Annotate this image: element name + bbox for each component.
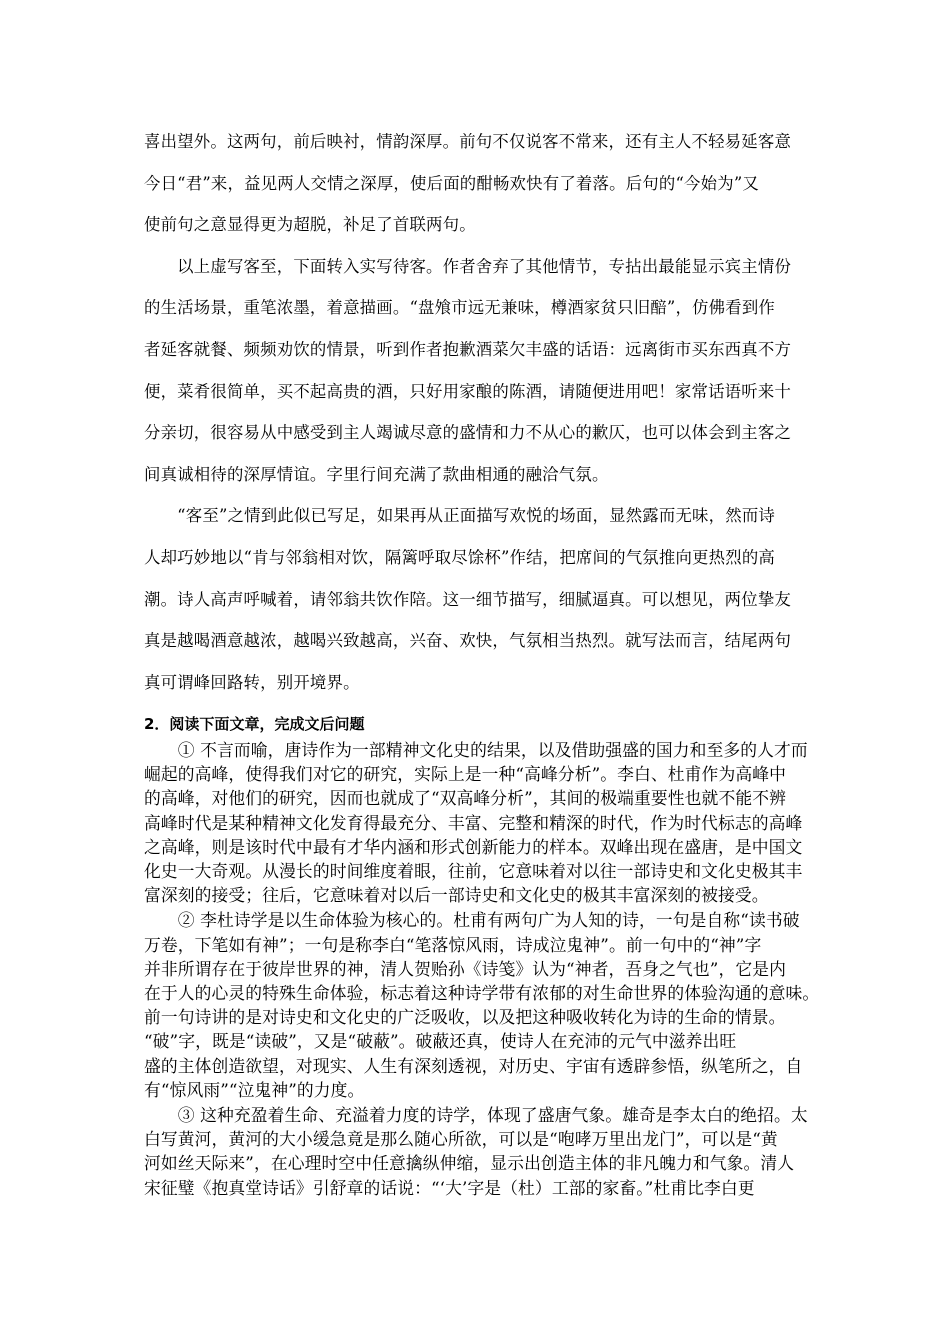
text-line: 盛的主体创造欲望，对现实、人生有深刻透视，对历史、宇宙有透辟参悟，纵笔所之，自 bbox=[144, 1055, 803, 1076]
question-heading: 2．阅读下面文章，完成文后问题 bbox=[144, 715, 365, 733]
text-line: 便，菜肴很简单，买不起高贵的酒，只好用家酿的陈酒，请随便进用吧！家常话语听来十 bbox=[144, 381, 792, 401]
text-line: 分亲切，很容易从中感受到主人竭诚尽意的盛情和力不从心的歉仄，也可以体会到主客之 bbox=[144, 423, 792, 443]
text-line: 并非所谓存在于彼岸世界的神，清人贺贻孙《诗笺》认为“神者，吾身之气也”，它是内 bbox=[144, 958, 786, 979]
text-line: 有“惊风雨”“泣鬼神”的力度。 bbox=[144, 1079, 365, 1100]
reading-passage bbox=[144, 738, 824, 1200]
text-line: 前一句诗讲的是对诗史和文化史的广泛吸收，以及把这种吸收转化为诗的生命的情景。 bbox=[144, 1007, 786, 1028]
text-line: 在于人的心灵的特殊生命体验，标志着这种诗学带有浓郁的对生命世界的体验沟通的意味。 bbox=[144, 983, 820, 1004]
text-line: ③ 这种充盈着生命、充溢着力度的诗学，体现了盛唐气象。雄奇是李太白的绝招。太 bbox=[144, 1105, 808, 1126]
text-line: 富深刻的接受；往后，它意味着对以后一部诗史和文化史的极其丰富深刻的被接受。 bbox=[144, 885, 769, 906]
text-line: 者延客就餐、频频劝饮的情景，听到作者抱歉酒菜欠丰盛的话语：远离街市买东西真不方 bbox=[144, 339, 792, 359]
text-line: 使前句之意显得更为超脱，补足了首联两句。 bbox=[144, 215, 476, 235]
text-line: “客至”之情到此似已写足，如果再从正面描写欢悦的场面，显然露而无味，然而诗 bbox=[144, 506, 776, 526]
text-line: 真可谓峰回路转，别开境界。 bbox=[144, 672, 360, 692]
text-line: 河如丝天际来”，在心理时空中任意擒纵伸缩，显示出创造主体的非凡魄力和气象。清人 bbox=[144, 1153, 795, 1174]
text-line: “破”字，既是“读破”，又是“破蔽”。破蔽还真，使诗人在充沛的元气中滋养出旺 bbox=[144, 1031, 737, 1052]
text-line: 的生活场景，重笔浓墨，着意描画。“盘飧市远无兼味，樽酒家贫只旧醅”，仿佛看到作 bbox=[144, 298, 776, 318]
text-line: 的高峰，对他们的研究，因而也就成了“双高峰分析”，其间的极端重要性也就不能不辨 bbox=[144, 788, 786, 809]
text-line: 今日“君”来，益见两人交情之深厚，使后面的酣畅欢快有了着落。后句的“今始为”又 bbox=[144, 173, 759, 193]
text-line: 崛起的高峰，使得我们对它的研究，实际上是一种“高峰分析”。李白、杜甫作为高峰中 bbox=[144, 764, 786, 785]
text-line: 之高峰，则是该时代中最有才华内涵和形式创新能力的样本。双峰出现在盛唐，是中国文 bbox=[144, 836, 803, 857]
text-line: 喜出望外。这两句，前后映衬，情韵深厚。前句不仅说客不常来，还有主人不轻易延客意 bbox=[144, 132, 792, 151]
text-line: 化史一大奇观。从漫长的时间维度着眼，往前，它意味着对以往一部诗史和文化史极其丰 bbox=[144, 861, 803, 882]
essay-section-1 bbox=[144, 121, 810, 703]
text-line: 潮。诗人高声呼喊着，请邻翁共饮作陪。这一细节描写，细腻逼真。可以想见，两位挚友 bbox=[144, 589, 792, 609]
text-line: 高峰时代是某种精神文化发育得最充分、丰富、完整和精深的时代，作为时代标志的高峰 bbox=[144, 812, 803, 833]
text-line: 人却巧妙地以“肯与邻翁相对饮，隔篱呼取尽馀杯”作结，把席间的气氛推向更热烈的高 bbox=[144, 547, 776, 567]
text-line: 宋征璧《抱真堂诗话》引舒章的话说：“‘大’字是（杜）工部的家畜。”杜甫比李白更 bbox=[144, 1177, 755, 1198]
text-line: 真是越喝酒意越浓，越喝兴致越高，兴奋、欢快，气氛相当热烈。就写法而言，结尾两句 bbox=[144, 631, 792, 651]
text-line: 以上虚写客至，下面转入实写待客。作者舍弃了其他情节，专拈出最能显示宾主情份 bbox=[144, 256, 792, 276]
text-line: ② 李杜诗学是以生命体验为核心的。杜甫有两句广为人知的诗，一句是自称“读书破 bbox=[144, 910, 800, 931]
text-line: 白写黄河，黄河的大小缓急竟是那么随心所欲，可以是“咆哮万里出龙门”，可以是“黄 bbox=[144, 1129, 778, 1150]
text-line: ① 不言而喻，唐诗作为一部精神文化史的结果，以及借助强盛的国力和至多的人才而 bbox=[144, 740, 808, 760]
text-line: 万卷，下笔如有神”；一句是称李白“笔落惊风雨，诗成泣鬼神”。前一句中的“神”字 bbox=[144, 934, 762, 955]
text-line: 间真诚相待的深厚情谊。字里行间充满了款曲相通的融洽气氛。 bbox=[144, 464, 609, 484]
